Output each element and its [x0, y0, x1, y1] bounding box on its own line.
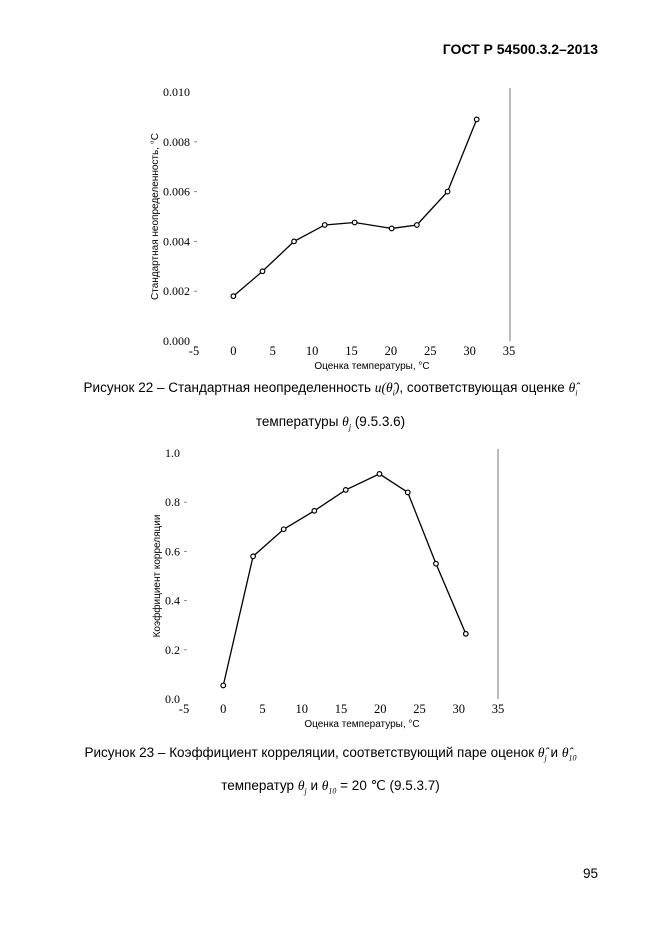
figure23-caption-line2	[0, 778, 661, 796]
math-theta-hat-j: $\thetâ_j$	[537, 745, 547, 763]
x-tick-label: 20	[384, 344, 398, 358]
figure22-caption-suffix: , соответствующая оценке	[399, 380, 565, 395]
data-point	[434, 561, 439, 566]
figure22-caption-line2-suffix: (9.5.3.6)	[354, 414, 406, 429]
y-axis-label: Коэффициент корреляции	[152, 514, 163, 638]
math-theta-j-2: $\theta_j$	[297, 778, 307, 796]
data-point	[322, 223, 327, 228]
math-theta-10: $\theta_{10}$	[321, 778, 337, 796]
document-header: ГОСТ Р 54500.3.2–2013	[442, 41, 598, 57]
y-tick-label: 0.4	[165, 593, 180, 608]
figure23-caption-and: и	[550, 745, 559, 760]
y-tick-label: 0.004	[163, 234, 190, 249]
y-tick-label: 0.002	[163, 284, 190, 299]
data-point	[231, 294, 236, 299]
figure23-caption-line2-suffix: = 20 ℃ (9.5.3.7)	[340, 778, 440, 793]
page-number: 95	[583, 866, 599, 881]
x-tick-label: -5	[188, 344, 200, 358]
x-tick-label: 35	[491, 702, 505, 716]
x-axis-label: Оценка температуры, °C	[314, 361, 430, 372]
data-point	[415, 223, 420, 228]
data-point	[352, 220, 357, 225]
y-axis-label: Стандартная неопределенность, °C	[150, 133, 161, 300]
data-point	[445, 189, 450, 194]
y-tick-label: 0.008	[163, 134, 190, 149]
y-tick-label: 0.010	[163, 85, 190, 99]
figure23-caption-prefix: Рисунок 23 – Коэффициент корреляции, соответствующий паре оценок	[84, 745, 535, 760]
x-tick-label: 10	[295, 702, 308, 716]
data-point	[312, 509, 317, 514]
math-u-theta-i: $u(\thetâ_i)$	[374, 380, 400, 398]
y-tick-label: 0.2	[165, 642, 180, 657]
x-tick-label: 30	[452, 702, 465, 716]
x-tick-label: 0	[230, 344, 237, 358]
data-point	[251, 554, 256, 559]
x-tick-label: 20	[374, 702, 387, 716]
data-point	[343, 488, 348, 493]
x-axis-label: Оценка температуры, °C	[304, 719, 420, 730]
series-line	[223, 474, 466, 686]
x-tick-label: 25	[424, 344, 437, 358]
x-tick-label: -5	[178, 702, 190, 716]
figure23-caption-line2-and: и	[310, 778, 318, 793]
data-point	[389, 226, 394, 231]
data-point	[405, 490, 410, 495]
x-tick-label: 15	[345, 344, 358, 358]
math-theta-hat-i: $\thetâ_i$	[568, 380, 578, 398]
figure22-caption-line2	[0, 414, 661, 432]
figure23-caption-line1	[0, 745, 661, 763]
x-tick-label: 15	[334, 702, 348, 716]
figure22-caption-prefix: Рисунок 22 – Стандартная неопределенность	[83, 380, 371, 395]
y-tick-label: 1.0	[165, 446, 180, 460]
figure23-caption-line2-prefix: температур	[221, 778, 295, 793]
x-tick-label: 25	[413, 702, 426, 716]
figure22-caption-line2-prefix: температуры	[255, 414, 339, 429]
y-tick-label: 0.0	[165, 692, 180, 706]
data-point	[221, 683, 226, 688]
x-tick-label: 5	[259, 702, 266, 716]
data-point	[260, 269, 265, 274]
y-tick-label: 0.006	[163, 184, 190, 199]
series-line	[233, 119, 476, 296]
chart-standard-uncertainty	[0, 0, 661, 380]
data-point	[292, 239, 297, 244]
chart-correlation-coefficient	[0, 440, 661, 740]
math-theta-j: $\theta_j$	[342, 414, 352, 432]
x-tick-label: 30	[463, 344, 476, 358]
data-point	[281, 527, 286, 532]
math-theta-hat-10: $\thetâ_{10}$	[561, 745, 577, 763]
x-tick-label: 0	[220, 702, 227, 716]
y-tick-label: 0.8	[165, 495, 180, 510]
y-tick-label: 0.6	[165, 544, 180, 559]
data-point	[474, 117, 479, 122]
data-point	[464, 632, 469, 637]
x-tick-label: 35	[502, 344, 516, 358]
x-tick-label: 5	[269, 344, 276, 358]
data-point	[377, 472, 382, 477]
x-tick-label: 10	[305, 344, 319, 358]
y-tick-label: 0.000	[163, 334, 190, 348]
figure22-caption-line1	[0, 380, 661, 398]
